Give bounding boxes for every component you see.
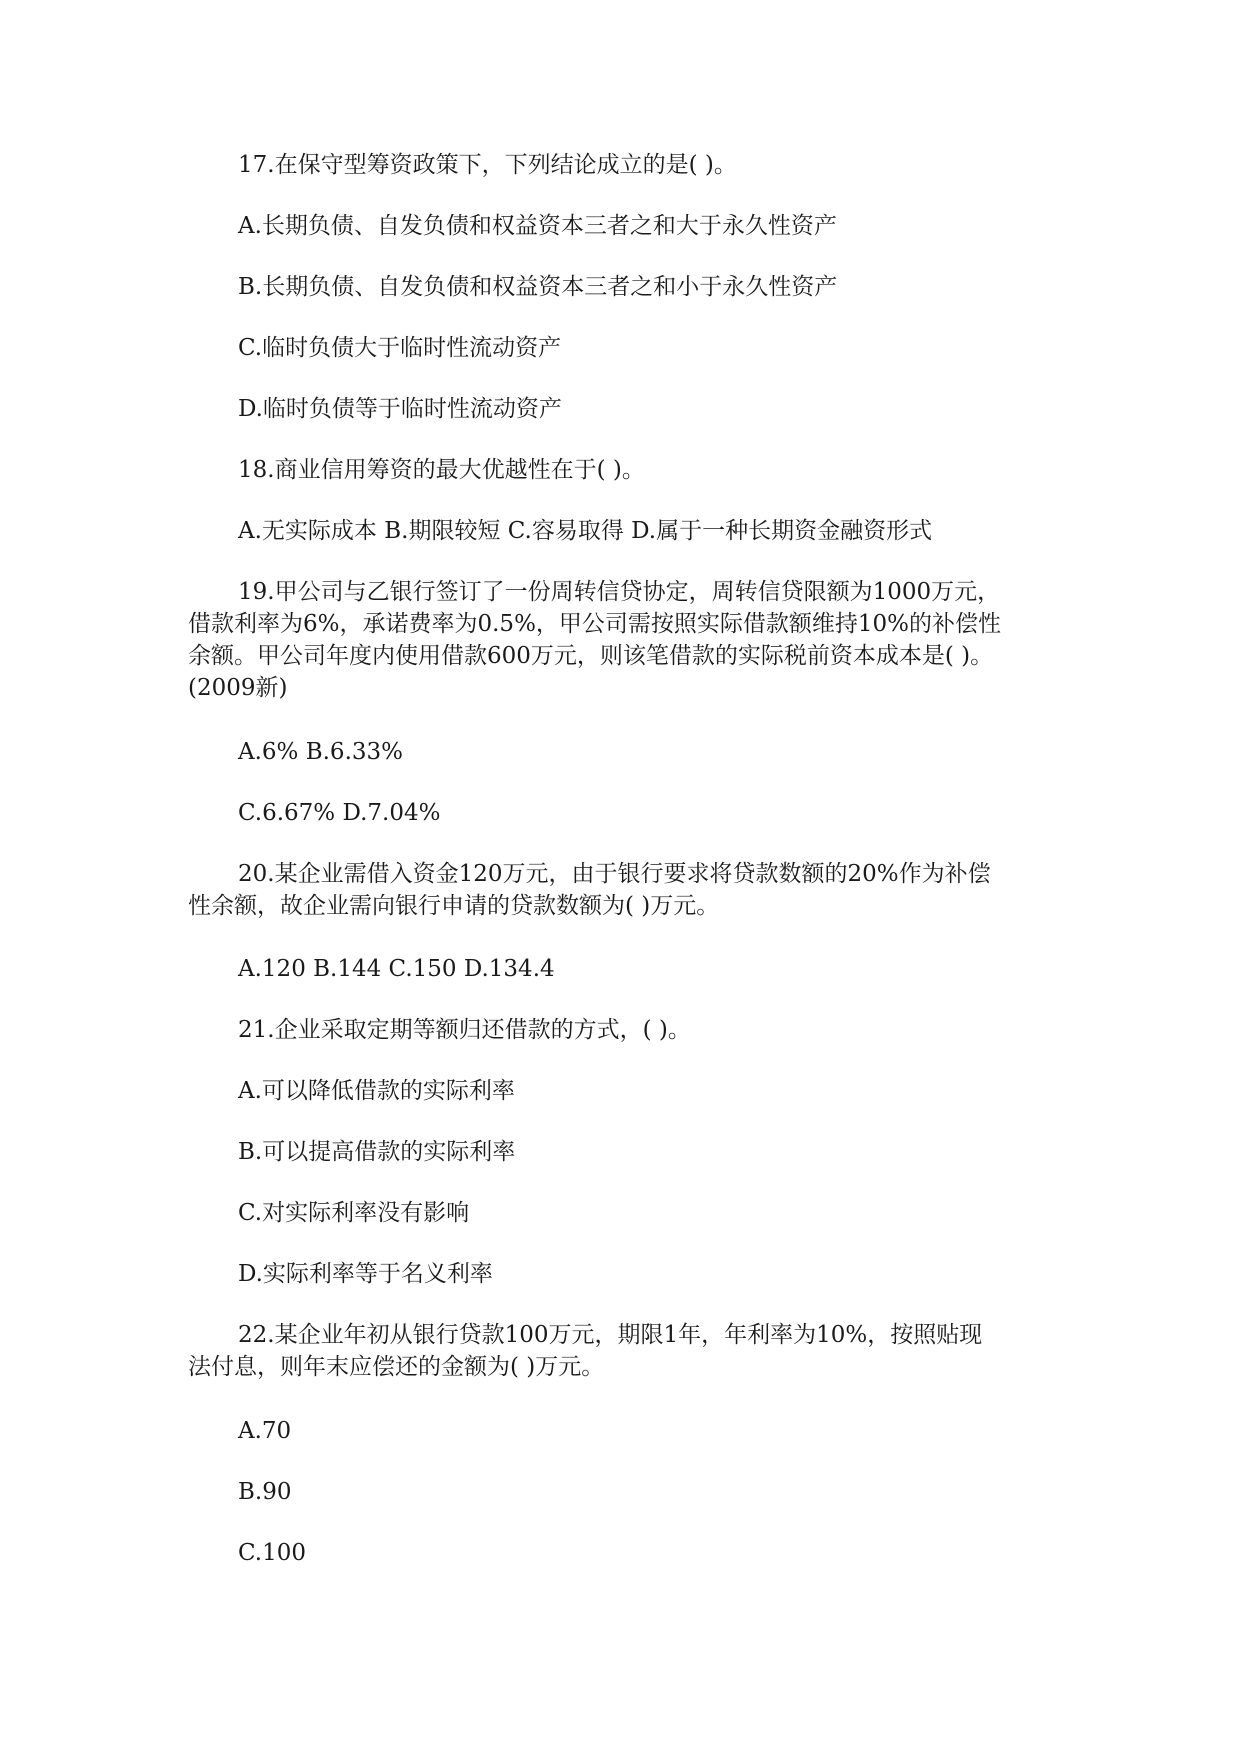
- question-20-stem-line-1: 20.某企业需借入资金120万元，由于银行要求将贷款数额的20%作为补偿: [238, 861, 991, 887]
- question-21-option-c: C.对实际利率没有影响: [238, 1200, 470, 1226]
- question-22-stem-line-2: 法付息，则年末应偿还的金额为( )万元。: [188, 1354, 605, 1380]
- question-20-stem-line-2: 性余额，故企业需向银行申请的贷款数额为( )万元。: [188, 893, 720, 919]
- question-20-options: A.120 B.144 C.150 D.134.4: [238, 956, 555, 982]
- question-18-options: A.无实际成本 B.期限较短 C.容易取得 D.属于一种长期资金融资形式: [238, 518, 933, 544]
- question-17-stem: 17.在保守型筹资政策下，下列结论成立的是( )。: [238, 152, 737, 178]
- question-22-stem-line-1: 22.某企业年初从银行贷款100万元，期限1年，年利率为10%，按照贴现: [238, 1322, 983, 1348]
- question-19-stem-line-4: (2009新): [188, 675, 288, 701]
- question-22-option-c: C.100: [238, 1540, 306, 1566]
- question-21-option-d: D.实际利率等于名义利率: [238, 1261, 493, 1287]
- question-18-stem: 18.商业信用筹资的最大优越性在于( )。: [238, 457, 645, 483]
- question-19-stem-line-1: 19.甲公司与乙银行签订了一份周转信贷协定，周转信贷限额为1000万元，: [238, 579, 1001, 605]
- question-22-option-b: B.90: [238, 1479, 292, 1505]
- question-17-option-d: D.临时负债等于临时性流动资产: [238, 396, 562, 422]
- question-22-option-a: A.70: [238, 1418, 292, 1444]
- question-21-option-b: B.可以提高借款的实际利率: [238, 1139, 516, 1165]
- question-19-options-ab: A.6% B.6.33%: [238, 739, 403, 765]
- question-21-stem: 21.企业采取定期等额归还借款的方式，( )。: [238, 1017, 691, 1043]
- question-17-option-a: A.长期负债、自发负债和权益资本三者之和大于永久性资产: [238, 213, 837, 239]
- question-17-option-b: B.长期负债、自发负债和权益资本三者之和小于永久性资产: [238, 274, 838, 300]
- question-19-stem-line-3: 余额。甲公司年度内使用借款600万元，则该笔借款的实际税前资本成本是( )。: [188, 643, 994, 669]
- question-19-options-cd: C.6.67% D.7.04%: [238, 800, 441, 826]
- question-17-option-c: C.临时负债大于临时性流动资产: [238, 335, 562, 361]
- question-19-stem-line-2: 借款利率为6%，承诺费率为0.5%，甲公司需按照实际借款额维持10%的补偿性: [188, 611, 1002, 637]
- question-21-option-a: A.可以降低借款的实际利率: [238, 1078, 515, 1104]
